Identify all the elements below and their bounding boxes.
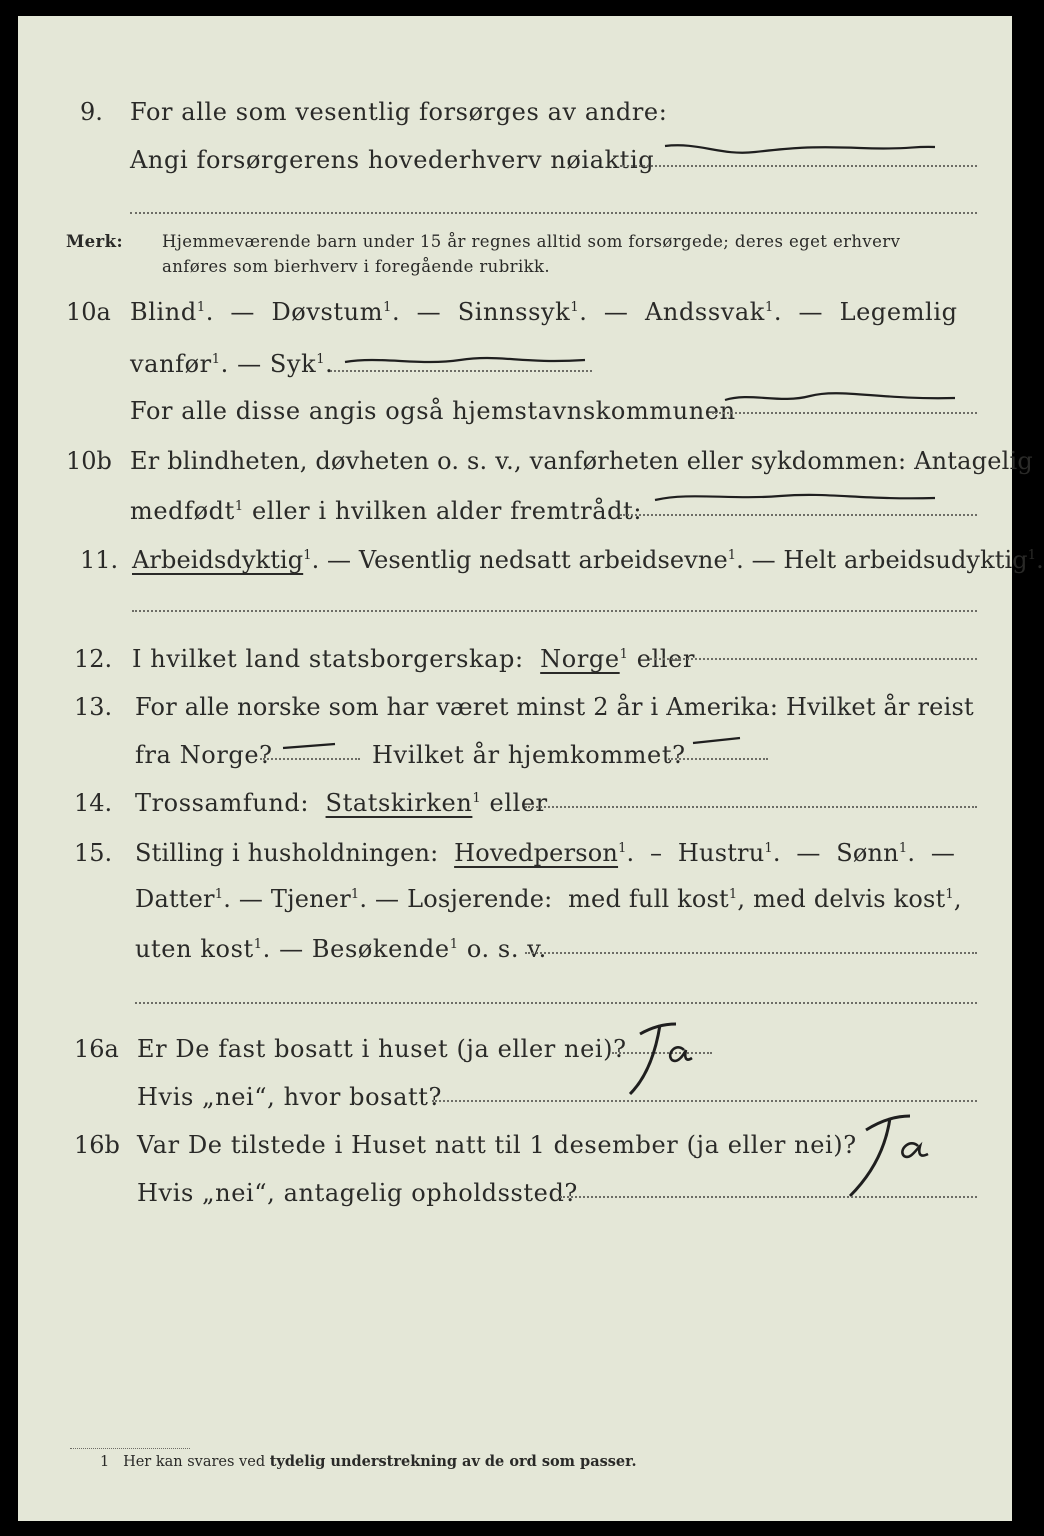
item-number: 12. xyxy=(74,645,113,673)
underlined-answer: Statskirken xyxy=(325,789,473,817)
handwritten-dash xyxy=(280,738,340,754)
q13-line1: For alle norske som har været minst 2 år i Amerika: Hvilket år reist xyxy=(135,693,974,721)
answer-line xyxy=(560,1196,977,1198)
q10a-line2: vanfør$^1$. — Syk$^1$. xyxy=(130,350,334,378)
q11-line: Arbeidsdyktig$^1$. — Vesentlig nedsatt arbeidsevne$^1$. — Helt arbeidsudyktig$^1$. xyxy=(132,546,1044,574)
handwritten-answer xyxy=(838,1102,938,1202)
answer-line xyxy=(330,370,592,372)
footnote: 1 Her kan svares ved tydelig understrekning av de ord som passer. xyxy=(100,1453,637,1470)
merk-line1: Hjemmeværende barn under 15 år regnes alltid som forsørgede; deres eget erhverv xyxy=(162,232,901,251)
answer-line xyxy=(620,514,977,516)
q16b-line1: Var De tilstede i Huset natt til 1 desember (ja eller nei)? xyxy=(137,1131,857,1159)
answer-line xyxy=(130,212,977,214)
q12-line: I hvilket land statsborgerskap: Norge$^1$ eller xyxy=(132,645,696,673)
handwritten-answer xyxy=(620,1010,700,1100)
answer-line xyxy=(132,610,977,612)
item-number: 9. xyxy=(80,98,103,126)
answer-line xyxy=(620,165,977,167)
q16a-line2: Hvis „nei“, hvor bosatt? xyxy=(137,1083,442,1111)
q13-fra: fra Norge? xyxy=(135,741,273,769)
q9-line1: For alle som vesentlig forsørges av andre: xyxy=(130,98,668,126)
answer-line xyxy=(525,806,977,808)
handwritten-dash xyxy=(650,488,940,508)
q16b-line2: Hvis „nei“, antagelig opholdssted? xyxy=(137,1179,578,1207)
answer-line xyxy=(668,758,768,760)
svg-text:Ja: Ja xyxy=(838,1102,839,1103)
q15-line2: Datter$^1$. — Tjener$^1$. — Losjerende: med full kost$^1$, med delvis kost$^1$, xyxy=(135,885,962,913)
answer-line xyxy=(712,412,977,414)
item-number: 16b xyxy=(74,1131,120,1159)
item-number: 14. xyxy=(74,789,113,817)
underlined-answer: Norge xyxy=(540,645,620,673)
q13-hjem: Hvilket år hjemkommet? xyxy=(372,741,686,769)
answer-line xyxy=(650,658,977,660)
q10b-line1: Er blindheten, døvheten o. s. v., vanførheten eller sykdommen: Antagelig xyxy=(130,447,1033,475)
q14-line: Trossamfund: Statskirken$^1$ eller xyxy=(135,789,548,817)
q10a-line1: Blind$^1$. — Døvstum$^1$. — Sinnssyk$^1$. — Andssvak$^1$. — Legemlig xyxy=(130,298,958,326)
item-number: 13. xyxy=(74,693,113,721)
q9-line2: Angi forsørgerens hovederhverv nøiaktig xyxy=(130,146,655,174)
q15-line3: uten kost$^1$. — Besøkende$^1$ o. s. v. xyxy=(135,935,547,963)
item-number: 11. xyxy=(80,546,119,574)
footnote-rule xyxy=(70,1448,190,1449)
item-number: 16a xyxy=(74,1035,119,1063)
svg-text:Ja: Ja xyxy=(620,1010,621,1011)
answer-line xyxy=(135,1002,977,1004)
handwritten-dash xyxy=(720,388,960,408)
handwritten-dash xyxy=(660,138,940,160)
handwritten-dash xyxy=(340,350,590,370)
q10b-line2: medfødt$^1$ eller i hvilken alder fremtrådt: xyxy=(130,497,643,525)
answer-line xyxy=(260,758,360,760)
q10a-line3: For alle disse angis også hjemstavnskommunen xyxy=(130,397,736,425)
item-number: 10b xyxy=(66,447,112,475)
q15-line1: Stilling i husholdningen: Hovedperson$^1$. – Hustru$^1$. — Sønn$^1$. — xyxy=(135,839,956,867)
merk-line2: anføres som bierhverv i foregående rubrikk. xyxy=(162,257,551,276)
underlined-answer: Hovedperson xyxy=(454,839,619,867)
underlined-answer: Arbeidsdyktig xyxy=(132,546,304,574)
item-number: 15. xyxy=(74,839,113,867)
answer-line xyxy=(525,952,977,954)
handwritten-dash xyxy=(690,733,750,749)
item-number: 10a xyxy=(66,298,111,326)
merk-label: Merk: xyxy=(66,232,123,251)
q16a-line1: Er De fast bosatt i huset (ja eller nei)? xyxy=(137,1035,627,1063)
